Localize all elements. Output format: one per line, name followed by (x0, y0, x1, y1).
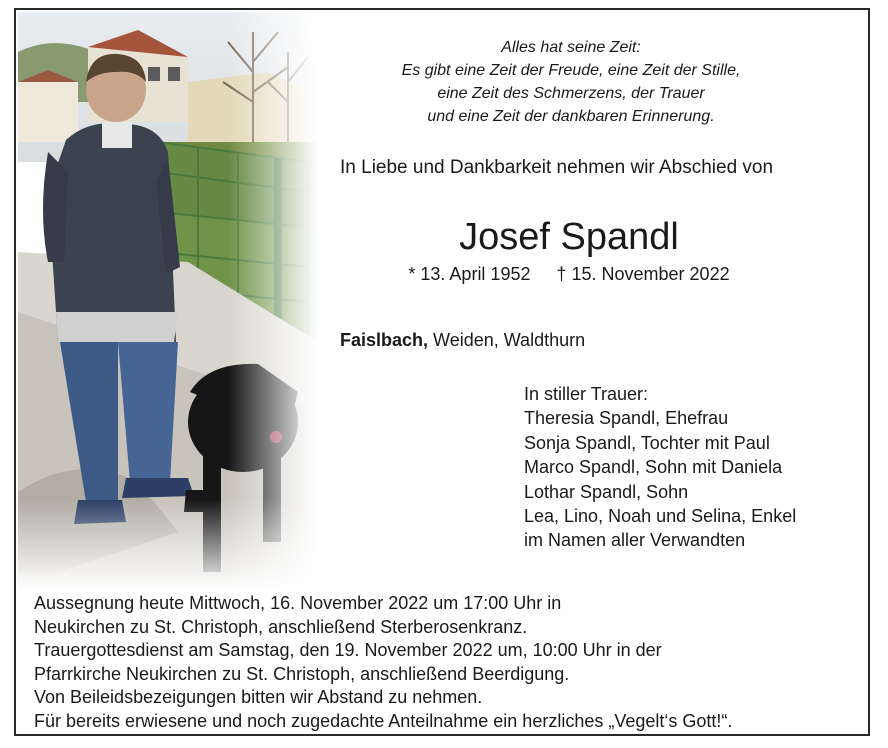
quote-line: Alles hat seine Zeit: (501, 39, 641, 56)
mourner: Sonja Spandl, Tochter mit Paul (524, 432, 770, 453)
quote-line: und eine Zeit der dankbaren Erinnerung. (427, 108, 715, 125)
farewell-intro: In Liebe und Dankbarkeit nehmen wir Abschied von (340, 157, 774, 178)
mourners-heading: In stiller Trauer: (524, 384, 649, 404)
place-others: Weiden, Waldthurn (428, 330, 586, 350)
places (340, 330, 585, 351)
birth-date: * 13. April 1952 (408, 264, 531, 284)
life-dates (336, 264, 802, 285)
place-main: Faislbach, (340, 330, 429, 350)
info-line: Von Beileidsbezeigungen bitten wir Abstand zu nehmen. (34, 687, 483, 708)
mourner: Lea, Lino, Noah und Selina, Enkel (524, 506, 797, 527)
mourner: Lothar Spandl, Sohn (524, 481, 689, 502)
mourner: im Namen aller Verwandten (524, 530, 746, 551)
quote-line: Es gibt eine Zeit der Freude, eine Zeit der Stille, (401, 62, 741, 79)
info-line: Neukirchen zu St. Christoph, anschließend Sterberosenkranz. (34, 616, 528, 637)
quote-line: eine Zeit des Schmerzens, der Trauer (437, 85, 705, 102)
memorial-quote (336, 36, 806, 128)
deceased-name: Josef Spandl (459, 216, 679, 258)
memorial-photo (18, 12, 318, 592)
obituary-card (14, 8, 870, 736)
info-line: Trauergottesdienst am Samstag, den 19. November 2022 um, 10:00 Uhr in der (34, 640, 662, 661)
mourner: Marco Spandl, Sohn mit Daniela (524, 457, 783, 478)
info-line: Pfarrkirche Neukirchen zu St. Christoph, anschließend Beerdigung. (34, 663, 570, 684)
info-line: Für bereits erwiesene und noch zugedachte Anteilnahme ein herzliches „Vegelt‘s Gott!“. (34, 710, 733, 731)
service-info (34, 592, 732, 734)
mourners-list (524, 382, 796, 553)
info-line: Aussegnung heute Mittwoch, 16. November 2022 um 17:00 Uhr in (34, 593, 562, 613)
death-date: † 15. November 2022 (556, 264, 730, 284)
mourner: Theresia Spandl, Ehefrau (524, 408, 729, 429)
